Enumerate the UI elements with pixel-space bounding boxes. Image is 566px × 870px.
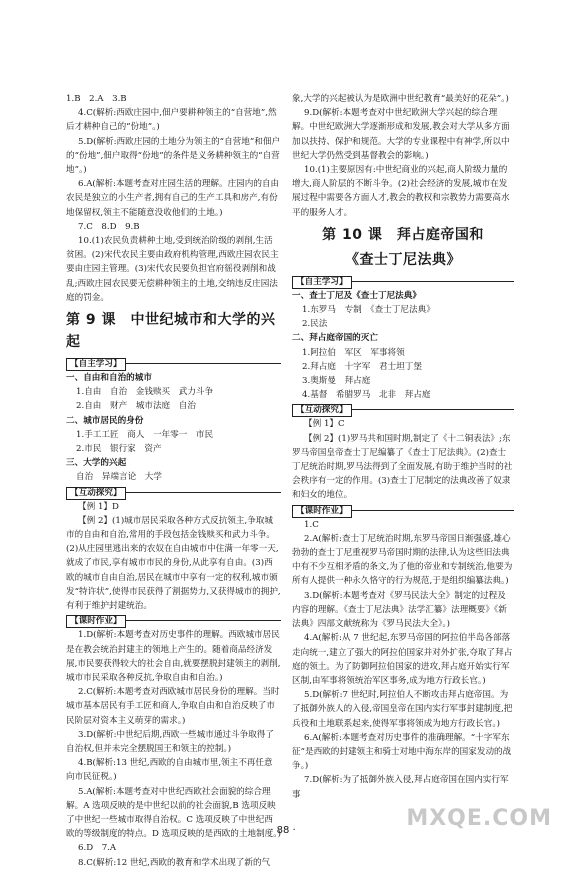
answer-row: 1.手工工匠 商人 一年零一 市民: [76, 429, 214, 440]
self-study-tag: 【自主学习】: [292, 276, 352, 289]
self-study-header: [66, 356, 281, 371]
left-column: [66, 92, 281, 870]
explore-header: [66, 485, 281, 500]
page-number: · 88 ·: [270, 825, 296, 836]
answer-row: 自治 异端言论 大学: [76, 472, 162, 483]
answer-line: 1.B 2.A 3.B: [66, 94, 127, 104]
answer-row: 1.阿拉伯 军区 军事将领: [302, 347, 405, 358]
homework-header: [66, 613, 281, 628]
answer-row: 2.民法: [302, 319, 328, 330]
homework-answer: 1.D(解析:本题考查对历史事件的理解。西欧城市居民是在教会统治封建主的领地上产生的。随着商品经济发展,市民要获得较大的社会自由,就要摆脱封建领主的剥削,城市市民采取各种反抗,争取自由和自治。): [66, 630, 281, 683]
self-study-header: [292, 274, 514, 289]
left-top-answers: [66, 92, 281, 305]
section-heading: 二、城市居民的身份: [66, 415, 144, 426]
homework-answer: 6.A(解析:本题考查对历史事件的准确理解。“十字军东征”是西欧的封建领主和骑士对地中海东岸的国家发动的战争。): [292, 732, 512, 772]
site-watermark: MXQE.COM: [406, 806, 552, 831]
explore-header: [292, 402, 514, 417]
answer-line: 10.(1)主要原因有:中世纪商业的兴起,商人阶级力量的增大,商人阶层的不断斗争。(2)社会经济的发展,城市在发展过程中需要各方面人才,教会的教权和宗教势力需要高水平的服务人才。: [292, 165, 510, 218]
answer-row: 2.自由 财产 城市法庭 自治: [76, 401, 196, 412]
example-answer: 【例 1】D: [78, 501, 119, 512]
self-study-tag: 【自主学习】: [66, 358, 126, 371]
answer-row: 1.自由 自治 金钱赎买 武力斗争: [76, 387, 214, 398]
explore-tag: 【互动探究】: [66, 487, 126, 500]
homework-answer: 3.D(解析:中世纪后期,西欧一些城市通过斗争取得了自治权,但并未完全摆脱国王和领主的控制。): [66, 729, 274, 754]
section-heading: 二、拜占庭帝国的灭亡: [292, 333, 378, 344]
explore-tag: 【互动探究】: [292, 404, 352, 417]
answer-line: 6.A(解析:本题考查对庄园生活的理解。庄园内的自由农民是独立的小生产者,拥有自己的生产工具和房产,有份地保留权,领主不能随意没收他们的土地。): [66, 179, 280, 218]
lesson-10-title-line-1: 第 10 课 拜占庭帝国和: [322, 226, 484, 243]
homework-answer: 5.D(解析:7 世纪时,阿拉伯人不断攻击拜占庭帝国。为了抵御外族人的入侵,帝国皇帝在国内实行军事封建制度,把兵役和土地联系起来,使得军事将领成为地方行政长官。): [292, 690, 513, 729]
answer-row: 1.东罗马 专制 《查士丁尼法典》: [302, 305, 435, 316]
answer-line: 5.D(解析:西欧庄园的土地分为领主的“自营地”和佃户的“份地”,佃户取得“份地”的条件是义务耕种领主的“自营地”。): [66, 136, 281, 176]
section-heading: 三、大学的兴起: [66, 458, 127, 469]
homework-answer: 7.D(解析:为了抵御外族入侵,拜占庭帝国在国内实行军事: [292, 775, 509, 800]
homework-header: [292, 503, 514, 518]
homework-tag: 【课时作业】: [292, 505, 352, 518]
right-column: [292, 92, 514, 802]
section-heading: 一、自由和自治的城市: [66, 373, 152, 384]
answer-line: 7.C 8.D 9.B: [78, 221, 140, 232]
homework-answer: 3.D(解析:本题考查对《罗马民法大全》制定的过程及内容的理解。《查士丁尼法典》法学汇纂》法理概要》《新法典》四部文献统称为《罗马民法大全》。): [292, 590, 507, 630]
answer-row: 2.拜占庭 十字军 君士坦丁堡: [302, 361, 422, 372]
answer-line: 象,大学的兴起被认为是欧洲中世纪教育“最美好的花朵”。): [292, 94, 509, 104]
answer-row: 2.市民 银行家 资产: [76, 444, 162, 455]
homework-tag: 【课时作业】: [66, 615, 126, 628]
homework-answer: 6.D 7.A: [78, 843, 117, 854]
homework-answer: 5.A(解析:本题考查对中世纪西欧社会面貌的综合理解。A 选项反映的是中世纪以前的社会面貌,B 选项反映了中世纪一些城市取得自治权。C 选项反映了中世纪西欧的等级制度的特点。D 选项反映的是西欧的土地制度。): [66, 786, 281, 840]
homework-answer: 8.C(解析:12 世纪,西欧的教育和学术出现了新的气: [78, 857, 271, 868]
example-answer: 【例 1】C: [304, 419, 345, 430]
section-heading: 一、查士丁尼及《查士丁尼法典》: [292, 290, 421, 301]
lesson-9-title: 第 9 课 中世纪城市和大学的兴起: [66, 312, 276, 351]
answer-line: 10.(1)农民负责耕种土地,受到统治阶级的剥削,生活贫困。(2)宋代农民主要由政府机构管理,西欧庄园农民主要由庄园主管理。(3)宋代农民要负担官府徭役剥削和战乱;西欧庄园农民要无偿耕种领主的土地,交纳违反庄园法庭的罚金。: [66, 236, 279, 303]
answer-line: 9.D(解析:本题考查对中世纪欧洲大学兴起的综合理解。中世纪欧洲大学逐渐形成和发展,教会对大学从多方面加以扶持、保护和规范。大学的专业课程中有神学,所以中世纪大学仍然受到基督教会的影响。): [292, 108, 510, 161]
answer-row: 3.奥斯曼 拜占庭: [302, 376, 371, 387]
homework-answer: 4.A(解析:从 7 世纪起,东罗马帝国的阿拉伯半岛各部落走向统一,建立了强大的阿拉伯国家并对外扩张,夺取了拜占庭的领土。为了防御阿拉伯国家的进攻,拜占庭开始实行军区制,由军事将领统治军区事务,成为地方行政长官。): [292, 633, 513, 686]
answer-line: 4.C(解析:西欧庄园中,佃户要耕种领主的“自营地”,然后才耕种自己的“份地”。): [66, 108, 277, 133]
homework-answer: 4.B(解析:13 世纪,西欧的自由城市里,领主不再任意向市民征税。): [66, 758, 273, 783]
homework-answer: 2.C(解析:本题考查对西欧城市居民身份的理解。当时城市基本居民有手工匠和商人,争取自由和自治反映了市民阶层对资本主义萌芽的需求。): [66, 687, 280, 726]
example-answer: 【例 2】(1)罗马共和国时期,制定了《十二铜表法》;东罗马帝国皇帝查士丁尼编纂了《查士丁尼法典》。(2)查士丁尼统治时期,罗马法得到了全面发展,有助于维护当时的社会秩序有一定的作用。(3)查士丁尼制定的法典改善了奴隶和妇女的地位。: [292, 433, 513, 501]
homework-answer: 2.A(解析:查士丁尼统治时期,东罗马帝国日渐强盛,雄心勃勃的查士丁尼重视罗马帝国时期的法律,认为这些旧法典中有不少互相矛盾的条文,为了他的帝业和专制统治,他要为所有人提供一种永久恪守的行为规范,于是组织编纂法典。): [292, 533, 513, 587]
example-answer: 【例 2】(1)城市居民采取各种方式反抗领主,争取城市的自由和自治,常用的手段包括金钱赎买和武力斗争。(2)从庄园里逃出来的农奴在自由城市中住满一年零一天,就成了市民,享有城市市民的身份,从此享有自由。(3)西欧的城市自由自治,居民在城市中享有一定的权利,城市颁发“特许状”,使得市民获得了割据势力,又获得城市的拥护,有利于维护封建统治。: [66, 515, 281, 612]
lesson-10-title-line-2: 《查士丁尼法典》: [345, 251, 461, 268]
answer-row: 4.基督 希腊罗马 北非 拜占庭: [302, 390, 431, 401]
homework-answer: 1.C: [304, 519, 319, 530]
